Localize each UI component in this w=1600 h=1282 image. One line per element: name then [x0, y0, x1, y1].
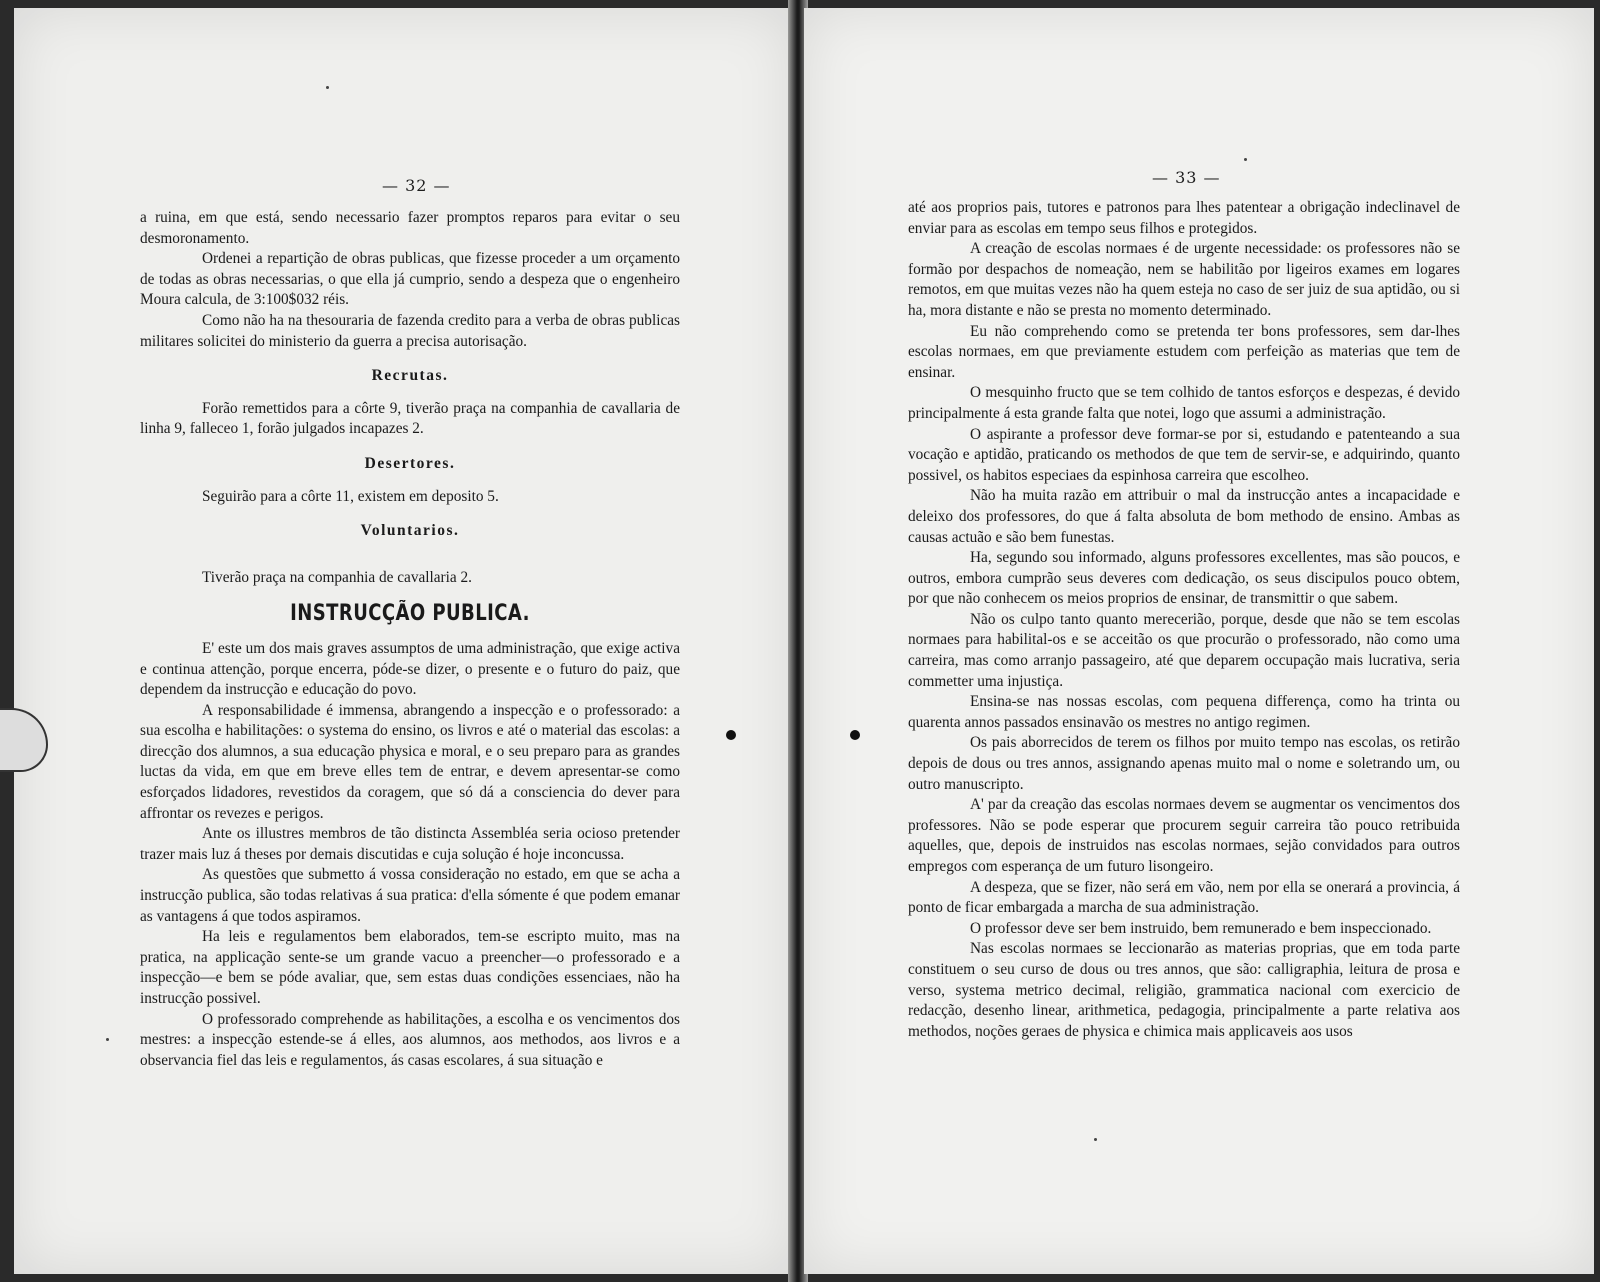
section-heading-instruccao-publica: INSTRUCÇÃO PUBLICA. — [290, 601, 530, 627]
paper-speck — [1094, 1138, 1097, 1141]
paragraph: O professorado comprehende as habilitações, a escolha e os vencimentos dos mestres: a inspecção estende-se á elles, aos alumnos, aos methodos, aos livros e a observancia fiel das leis e regulamentos, ás casas escolares, á sua situação e — [140, 1010, 680, 1069]
paragraph: até aos proprios pais, tutores e patronos para lhes patentear a obrigação indeclinavel de enviar para as escolas em tempo seus filhos e protegidos. — [908, 199, 1460, 237]
left-page — [14, 8, 794, 1274]
paragraph: O aspirante a professor deve formar-se por si, estudando e patenteando a sua vocação e aptidão, praticando os methodos de que tem de servir-se, e adquirindo, quanto possivel, os habitos especiaes da espinhosa carreira que escolheo. — [908, 425, 1460, 484]
paragraph: Ensina-se nas nossas escolas, com pequena differença, como ha trinta ou quarenta annos passados ensinavão os mestres no antigo regimen. — [908, 693, 1460, 731]
section-heading-recrutas: Recrutas. — [371, 367, 449, 385]
binding-hole — [726, 730, 736, 740]
section-heading-desertores: Desertores. — [364, 454, 456, 472]
paragraph: Forão remettidos para a côrte 9, tiverão praça na companhia de cavallaria de linha 9, falleceo 1, forão julgados incapazes 2. — [140, 399, 680, 438]
paragraph: A responsabilidade é immensa, abrangendo a inspecção e o professorado: a sua escolha e habilitações: o systema do ensino, os livros e até o material das escolas: a direcção dos alumnos, a sua educação physica e moral, e o seu preparo para as grandes luctas da vida, em que em breve elles tem de entrar, e devem apresentar-se como esforçados lidadores, revestidos da coragem, que só dá a consciencia do dever para affrontar os revezes e perigos. — [140, 701, 680, 822]
paragraph: Não os culpo tanto quanto merecerião, porque, desde que não se tem escolas normaes para habilital-os e se acceitão os que procurão o professorado, não como uma carreira, mas como arranjo passageiro, até que deparem occupação mais lucrativa, seria commetter uma injustiça. — [908, 610, 1460, 690]
right-page — [804, 8, 1594, 1274]
paragraph: Ha leis e regulamentos bem elaborados, tem-se escripto muito, mas na pratica, na applicação sente-se um grande vacuo a preencher—o professorado e a inspecção—e bem se póde avaliar, que, sem estas duas condições essenciaes, não ha instrucção possivel. — [140, 928, 680, 1007]
left-page-text — [140, 208, 680, 1071]
section-heading-voluntarios: Voluntarios. — [360, 522, 460, 540]
page-number-left: — 32 — — [382, 176, 451, 195]
paragraph: Nas escolas normaes se leccionarão as materias proprias, que em toda parte constituem o seu curso de dous ou tres annos, que são: calligraphia, leitura de prosa e verso, systema metrico decimal, religião, grammatica nacional com exercicio de redacção, desenho linear, arithmetica, pedagogia, principalmente a parte relativa aos methodos, noções geraes de physica e chimica mais applicaveis aos usos — [908, 940, 1460, 1040]
paragraph: Não ha muita razão em attribuir o mal da instrucção antes a incapacidade e deleixo dos professores, do que á falta absoluta de bom methodo de ensino. Ambas as causas actuão e são bem funestas. — [908, 487, 1460, 546]
paragraph: a ruina, em que está, sendo necessario fazer promptos reparos para evitar o seu desmoronamento. — [140, 209, 680, 247]
paragraph: O mesquinho fructo que se tem colhido de tantos esforços e despezas, é devido principalmente á esta grande falta que notei, logo que assumi a administração. — [908, 384, 1460, 422]
paragraph: A creação de escolas normaes é de urgente necessidade: os professores não se formão por despachos de nomeação, nem se habilitão por ligeiros exames em logares remotos, em que muitas vezes não ha quem esteja no caso de ser juiz de sua aptidão, ou si ha, mora distante e não se presta no momento determinado. — [908, 240, 1460, 319]
paragraph: Como não ha na thesouraria de fazenda credito para a verba de obras publicas militares solicitei do ministerio da guerra a precisa autorisação. — [140, 311, 680, 350]
binding-hole — [850, 730, 860, 740]
paper-speck — [326, 86, 329, 89]
paragraph: Ha, segundo sou informado, alguns professores excellentes, mas são poucos, e outros, embora cumprão seus deveres com dedicação, os seus discipulos pouco obtem, por que não conhecem os meios proprios de ensinar, de transmittir o que sabem. — [908, 549, 1460, 608]
paragraph: Tiverão praça na companhia de cavallaria 2. — [202, 568, 472, 586]
paragraph: Eu não comprehendo como se pretenda ter bons professores, sem dar-lhes escolas normaes, em que previamente estudem com perfeição as materias que tem de ensinar. — [908, 322, 1460, 381]
paragraph: E' este um dos mais graves assumptos de uma administração, que exige activa e continua attenção, porque encerra, póde-se dizer, o presente e o futuro do paiz, que dependem da instrucção e educação do povo. — [140, 639, 680, 699]
paper-speck — [106, 1038, 109, 1041]
paragraph: A despeza, que se fizer, não será em vão, nem por ella se onerará a provincia, á ponto de ficar embargada a marcha de sua administração. — [908, 878, 1460, 917]
page-number-right: — 33 — — [1152, 168, 1221, 187]
paragraph: As questões que submetto á vossa consideração no estado, em que se acha a instrucção publica, são todas relativas á sua pratica: d'ella sómente é que podem emanar as vantagens á que todos aspiramos. — [140, 866, 680, 925]
right-page-text — [908, 198, 1460, 1042]
paragraph: Seguirão para a côrte 11, existem em deposito 5. — [202, 487, 499, 505]
paragraph: O professor deve ser bem instruido, bem remunerado e bem inspeccionado. — [970, 919, 1432, 937]
paragraph: Ordenei a repartição de obras publicas, que fizesse proceder a um orçamento de todas as obras necessarias, o que ella já cumprio, sendo a despeza que o engenheiro Moura calcula, de 3:100$032 réis. — [140, 250, 680, 309]
paragraph: Ante os illustres membros de tão distincta Assembléa seria ocioso pretender trazer mais luz á theses por demais discutidas e cuja solução é hoje inconcussa. — [140, 825, 680, 863]
paragraph: A' par da creação das escolas normaes devem se augmentar os vencimentos dos professores. Não se pode esperar que procurem seguir carreira tão pouco retribuida aquelles, que, depois de instruidos nas escolas normaes, sejão convidados para outros empregos com esperança de um futuro lisongeiro. — [908, 796, 1460, 875]
paper-speck — [1244, 158, 1247, 161]
paragraph: Os pais aborrecidos de terem os filhos por muito tempo nas escolas, os retirão depois de dous ou tres annos, assignando apenas muito mal o nome e soletrando um, ou outro manuscripto. — [908, 734, 1460, 793]
